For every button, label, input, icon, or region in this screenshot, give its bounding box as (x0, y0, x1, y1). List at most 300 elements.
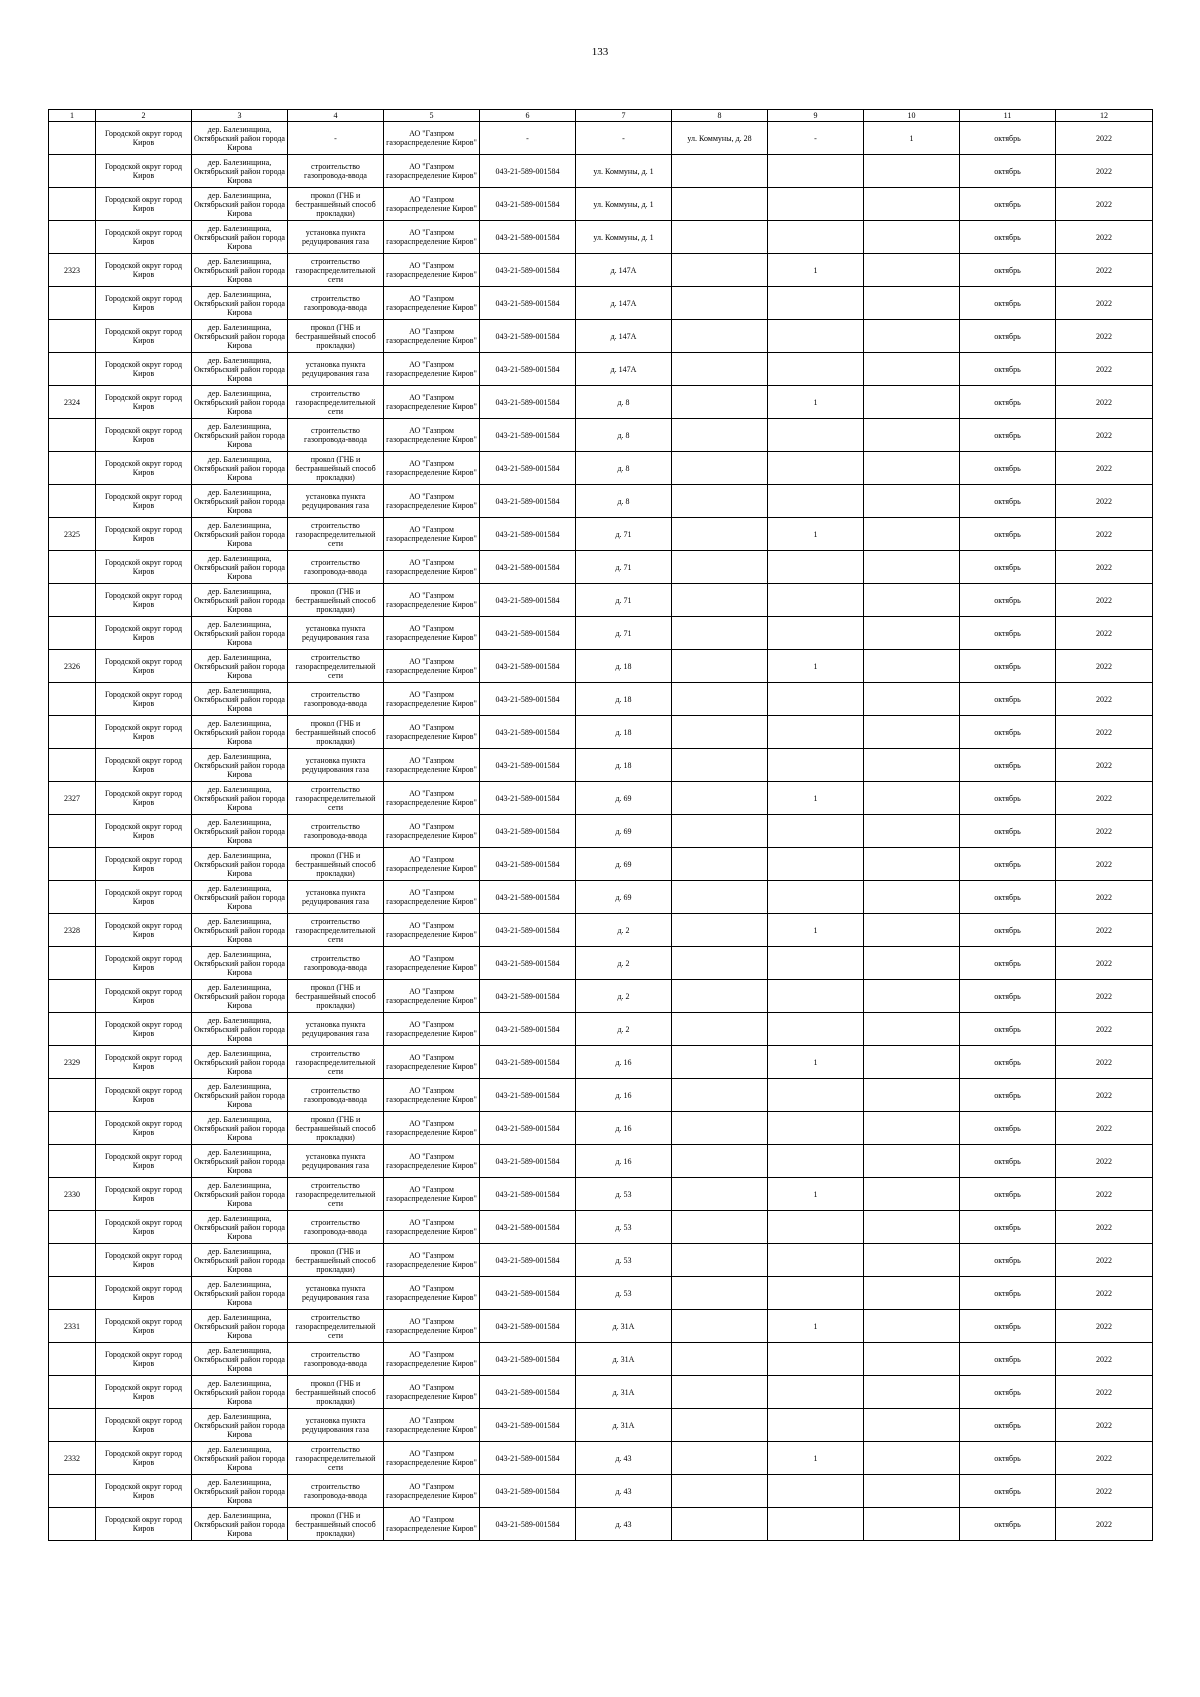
work-type-cell: прокол (ГНБ и бестраншейный способ прокладки) (288, 1112, 384, 1145)
table-row (49, 155, 1153, 188)
registry-number-cell: 043-21-589-001584 (480, 749, 576, 782)
registry-number-cell: 043-21-589-001584 (480, 584, 576, 617)
street-address-cell (672, 650, 768, 683)
table-row (49, 551, 1153, 584)
count-cell: 1 (768, 518, 864, 551)
municipality-cell: Городской округ город Киров (96, 914, 192, 947)
registry-number-cell: 043-21-589-001584 (480, 320, 576, 353)
quantity-cell (864, 848, 960, 881)
quantity-cell (864, 1310, 960, 1343)
quantity-cell (864, 1112, 960, 1145)
organization-cell: АО "Газпром газораспределение Киров" (384, 518, 480, 551)
street-address-cell (672, 485, 768, 518)
settlement-cell: дер. Балезинщина, Октябрьский район города Кирова (192, 980, 288, 1013)
municipality-cell: Городской округ город Киров (96, 1409, 192, 1442)
address-cell: д. 53 (576, 1244, 672, 1277)
organization-cell: АО "Газпром газораспределение Киров" (384, 1178, 480, 1211)
street-address-cell (672, 1508, 768, 1541)
column-number: 10 (864, 110, 960, 122)
settlement-cell: дер. Балезинщина, Октябрьский район города Кирова (192, 1409, 288, 1442)
year-cell: 2022 (1056, 650, 1153, 683)
settlement-cell: дер. Балезинщина, Октябрьский район города Кирова (192, 386, 288, 419)
month-cell: октябрь (960, 485, 1056, 518)
year-cell: 2022 (1056, 518, 1153, 551)
municipality-cell: Городской округ город Киров (96, 518, 192, 551)
year-cell: 2022 (1056, 683, 1153, 716)
organization-cell: АО "Газпром газораспределение Киров" (384, 716, 480, 749)
count-cell (768, 1211, 864, 1244)
row-number (49, 122, 96, 155)
street-address-cell (672, 749, 768, 782)
month-cell: октябрь (960, 122, 1056, 155)
quantity-cell (864, 155, 960, 188)
organization-cell: АО "Газпром газораспределение Киров" (384, 551, 480, 584)
count-cell (768, 353, 864, 386)
street-address-cell (672, 584, 768, 617)
organization-cell: АО "Газпром газораспределение Киров" (384, 1079, 480, 1112)
address-cell: д. 71 (576, 518, 672, 551)
quantity-cell (864, 188, 960, 221)
month-cell: октябрь (960, 1310, 1056, 1343)
year-cell: 2022 (1056, 1112, 1153, 1145)
quantity-cell (864, 1178, 960, 1211)
organization-cell: АО "Газпром газораспределение Киров" (384, 155, 480, 188)
work-type-cell: строительство газопровода-ввода (288, 683, 384, 716)
organization-cell: АО "Газпром газораспределение Киров" (384, 1508, 480, 1541)
row-number: 2328 (49, 914, 96, 947)
settlement-cell: дер. Балезинщина, Октябрьский район города Кирова (192, 221, 288, 254)
municipality-cell: Городской округ город Киров (96, 485, 192, 518)
organization-cell: АО "Газпром газораспределение Киров" (384, 848, 480, 881)
year-cell: 2022 (1056, 881, 1153, 914)
street-address-cell (672, 1409, 768, 1442)
month-cell: октябрь (960, 584, 1056, 617)
municipality-cell: Городской округ город Киров (96, 1013, 192, 1046)
organization-cell: АО "Газпром газораспределение Киров" (384, 122, 480, 155)
quantity-cell (864, 716, 960, 749)
organization-cell: АО "Газпром газораспределение Киров" (384, 386, 480, 419)
municipality-cell: Городской округ город Киров (96, 1211, 192, 1244)
column-number: 4 (288, 110, 384, 122)
settlement-cell: дер. Балезинщина, Октябрьский район города Кирова (192, 815, 288, 848)
registry-number-cell: 043-21-589-001584 (480, 1343, 576, 1376)
street-address-cell (672, 386, 768, 419)
table-row (49, 1343, 1153, 1376)
address-cell: д. 43 (576, 1442, 672, 1475)
work-type-cell: прокол (ГНБ и бестраншейный способ прокладки) (288, 716, 384, 749)
count-cell (768, 485, 864, 518)
settlement-cell: дер. Балезинщина, Октябрьский район города Кирова (192, 1013, 288, 1046)
row-number (49, 1475, 96, 1508)
settlement-cell: дер. Балезинщина, Октябрьский район города Кирова (192, 947, 288, 980)
address-cell: д. 43 (576, 1475, 672, 1508)
organization-cell: АО "Газпром газораспределение Киров" (384, 287, 480, 320)
street-address-cell (672, 1013, 768, 1046)
registry-number-cell: 043-21-589-001584 (480, 914, 576, 947)
year-cell: 2022 (1056, 485, 1153, 518)
work-type-cell: строительство газопровода-ввода (288, 947, 384, 980)
quantity-cell (864, 782, 960, 815)
row-number (49, 848, 96, 881)
street-address-cell (672, 881, 768, 914)
street-address-cell (672, 1475, 768, 1508)
municipality-cell: Городской округ город Киров (96, 1475, 192, 1508)
month-cell: октябрь (960, 650, 1056, 683)
organization-cell: АО "Газпром газораспределение Киров" (384, 980, 480, 1013)
year-cell: 2022 (1056, 815, 1153, 848)
street-address-cell (672, 254, 768, 287)
work-type-cell: установка пункта редуцирования газа (288, 485, 384, 518)
address-cell: д. 69 (576, 782, 672, 815)
table-row (49, 419, 1153, 452)
settlement-cell: дер. Балезинщина, Октябрьский район города Кирова (192, 848, 288, 881)
municipality-cell: Городской округ город Киров (96, 650, 192, 683)
street-address-cell (672, 1277, 768, 1310)
organization-cell: АО "Газпром газораспределение Киров" (384, 1310, 480, 1343)
municipality-cell: Городской округ город Киров (96, 815, 192, 848)
organization-cell: АО "Газпром газораспределение Киров" (384, 419, 480, 452)
address-cell: д. 71 (576, 584, 672, 617)
organization-cell: АО "Газпром газораспределение Киров" (384, 485, 480, 518)
registry-number-cell: 043-21-589-001584 (480, 1145, 576, 1178)
year-cell: 2022 (1056, 947, 1153, 980)
quantity-cell (864, 1376, 960, 1409)
table-row (49, 452, 1153, 485)
municipality-cell: Городской округ город Киров (96, 1442, 192, 1475)
work-type-cell: строительство газопровода-ввода (288, 155, 384, 188)
table-row (49, 683, 1153, 716)
quantity-cell (864, 485, 960, 518)
address-cell: д. 71 (576, 617, 672, 650)
address-cell: д. 53 (576, 1277, 672, 1310)
table-row (49, 386, 1153, 419)
work-type-cell: прокол (ГНБ и бестраншейный способ прокладки) (288, 1244, 384, 1277)
organization-cell: АО "Газпром газораспределение Киров" (384, 617, 480, 650)
organization-cell: АО "Газпром газораспределение Киров" (384, 1145, 480, 1178)
quantity-cell (864, 221, 960, 254)
row-number (49, 419, 96, 452)
count-cell (768, 617, 864, 650)
table-row (49, 518, 1153, 551)
address-cell: д. 69 (576, 815, 672, 848)
year-cell: 2022 (1056, 1211, 1153, 1244)
registry-number-cell: 043-21-589-001584 (480, 353, 576, 386)
table-row (49, 1409, 1153, 1442)
month-cell: октябрь (960, 782, 1056, 815)
settlement-cell: дер. Балезинщина, Октябрьский район города Кирова (192, 881, 288, 914)
street-address-cell (672, 551, 768, 584)
month-cell: октябрь (960, 155, 1056, 188)
column-number: 2 (96, 110, 192, 122)
year-cell: 2022 (1056, 551, 1153, 584)
work-type-cell: установка пункта редуцирования газа (288, 353, 384, 386)
row-number (49, 683, 96, 716)
year-cell: 2022 (1056, 1277, 1153, 1310)
page-number: 133 (591, 46, 609, 58)
street-address-cell (672, 1178, 768, 1211)
count-cell (768, 1343, 864, 1376)
address-cell: д. 8 (576, 485, 672, 518)
count-cell (768, 551, 864, 584)
table-row (49, 980, 1153, 1013)
address-cell: д. 16 (576, 1079, 672, 1112)
settlement-cell: дер. Балезинщина, Октябрьский район города Кирова (192, 320, 288, 353)
work-type-cell: строительство газопровода-ввода (288, 287, 384, 320)
address-cell: д. 53 (576, 1211, 672, 1244)
work-type-cell: прокол (ГНБ и бестраншейный способ прокладки) (288, 320, 384, 353)
municipality-cell: Городской округ город Киров (96, 1178, 192, 1211)
registry-number-cell: 043-21-589-001584 (480, 1013, 576, 1046)
settlement-cell: дер. Балезинщина, Октябрьский район города Кирова (192, 617, 288, 650)
municipality-cell: Городской округ город Киров (96, 980, 192, 1013)
year-cell: 2022 (1056, 287, 1153, 320)
settlement-cell: дер. Балезинщина, Октябрьский район города Кирова (192, 452, 288, 485)
count-cell (768, 221, 864, 254)
month-cell: октябрь (960, 1442, 1056, 1475)
organization-cell: АО "Газпром газораспределение Киров" (384, 683, 480, 716)
registry-number-cell: 043-21-589-001584 (480, 782, 576, 815)
table-row (49, 254, 1153, 287)
registry-number-cell: 043-21-589-001584 (480, 155, 576, 188)
street-address-cell (672, 947, 768, 980)
address-cell: ул. Коммуны, д. 1 (576, 188, 672, 221)
count-cell (768, 452, 864, 485)
street-address-cell (672, 617, 768, 650)
month-cell: октябрь (960, 683, 1056, 716)
month-cell: октябрь (960, 1211, 1056, 1244)
registry-number-cell: 043-21-589-001584 (480, 254, 576, 287)
month-cell: октябрь (960, 1013, 1056, 1046)
street-address-cell (672, 1112, 768, 1145)
settlement-cell: дер. Балезинщина, Октябрьский район города Кирова (192, 782, 288, 815)
table-row (49, 1079, 1153, 1112)
table-row (49, 914, 1153, 947)
work-type-cell: строительство газопровода-ввода (288, 1343, 384, 1376)
address-cell: д. 16 (576, 1145, 672, 1178)
work-type-cell: строительство газопровода-ввода (288, 419, 384, 452)
year-cell: 2022 (1056, 749, 1153, 782)
month-cell: октябрь (960, 1178, 1056, 1211)
municipality-cell: Городской округ город Киров (96, 749, 192, 782)
municipality-cell: Городской округ город Киров (96, 221, 192, 254)
municipality-cell: Городской округ город Киров (96, 1376, 192, 1409)
address-cell: д. 69 (576, 848, 672, 881)
settlement-cell: дер. Балезинщина, Октябрьский район города Кирова (192, 188, 288, 221)
count-cell (768, 287, 864, 320)
column-number: 7 (576, 110, 672, 122)
table-row (49, 848, 1153, 881)
street-address-cell (672, 1046, 768, 1079)
table-row (49, 1046, 1153, 1079)
street-address-cell (672, 848, 768, 881)
table-row (49, 584, 1153, 617)
municipality-cell: Городской округ город Киров (96, 452, 192, 485)
month-cell: октябрь (960, 815, 1056, 848)
settlement-cell: дер. Балезинщина, Октябрьский район города Кирова (192, 683, 288, 716)
row-number (49, 287, 96, 320)
organization-cell: АО "Газпром газораспределение Киров" (384, 1112, 480, 1145)
count-cell (768, 1244, 864, 1277)
column-number: 11 (960, 110, 1056, 122)
settlement-cell: дер. Балезинщина, Октябрьский район города Кирова (192, 1475, 288, 1508)
street-address-cell (672, 815, 768, 848)
year-cell: 2022 (1056, 716, 1153, 749)
settlement-cell: дер. Балезинщина, Октябрьский район города Кирова (192, 1211, 288, 1244)
table-row (49, 353, 1153, 386)
quantity-cell (864, 1211, 960, 1244)
address-cell: д. 2 (576, 980, 672, 1013)
quantity-cell (864, 1508, 960, 1541)
street-address-cell (672, 320, 768, 353)
settlement-cell: дер. Балезинщина, Октябрьский район города Кирова (192, 155, 288, 188)
row-number (49, 1244, 96, 1277)
municipality-cell: Городской округ город Киров (96, 848, 192, 881)
organization-cell: АО "Газпром газораспределение Киров" (384, 650, 480, 683)
registry-number-cell: 043-21-589-001584 (480, 1244, 576, 1277)
year-cell: 2022 (1056, 1244, 1153, 1277)
address-cell: д. 147А (576, 320, 672, 353)
organization-cell: АО "Газпром газораспределение Киров" (384, 254, 480, 287)
street-address-cell (672, 1079, 768, 1112)
row-number (49, 584, 96, 617)
organization-cell: АО "Газпром газораспределение Киров" (384, 1376, 480, 1409)
organization-cell: АО "Газпром газораспределение Киров" (384, 1211, 480, 1244)
street-address-cell (672, 1376, 768, 1409)
work-type-cell: строительство газораспределительной сети (288, 386, 384, 419)
settlement-cell: дер. Балезинщина, Октябрьский район города Кирова (192, 1244, 288, 1277)
year-cell: 2022 (1056, 1409, 1153, 1442)
column-number: 1 (49, 110, 96, 122)
quantity-cell (864, 1475, 960, 1508)
count-cell (768, 1475, 864, 1508)
quantity-cell (864, 353, 960, 386)
row-number (49, 452, 96, 485)
year-cell: 2022 (1056, 617, 1153, 650)
municipality-cell: Городской округ город Киров (96, 1508, 192, 1541)
month-cell: октябрь (960, 320, 1056, 353)
organization-cell: АО "Газпром газораспределение Киров" (384, 1046, 480, 1079)
address-cell: д. 53 (576, 1178, 672, 1211)
year-cell: 2022 (1056, 1013, 1153, 1046)
settlement-cell: дер. Балезинщина, Октябрьский район города Кирова (192, 254, 288, 287)
month-cell: октябрь (960, 452, 1056, 485)
registry-number-cell: 043-21-589-001584 (480, 1277, 576, 1310)
count-cell (768, 980, 864, 1013)
work-type-cell: строительство газопровода-ввода (288, 551, 384, 584)
count-cell (768, 320, 864, 353)
organization-cell: АО "Газпром газораспределение Киров" (384, 221, 480, 254)
column-number: 12 (1056, 110, 1153, 122)
municipality-cell: Городской округ город Киров (96, 386, 192, 419)
year-cell: 2022 (1056, 584, 1153, 617)
organization-cell: АО "Газпром газораспределение Киров" (384, 1277, 480, 1310)
address-cell: д. 16 (576, 1046, 672, 1079)
table-row (49, 1376, 1153, 1409)
year-cell: 2022 (1056, 1178, 1153, 1211)
registry-number-cell: 043-21-589-001584 (480, 716, 576, 749)
address-cell: д. 147А (576, 254, 672, 287)
quantity-cell (864, 1145, 960, 1178)
settlement-cell: дер. Балезинщина, Октябрьский район города Кирова (192, 1343, 288, 1376)
count-cell (768, 749, 864, 782)
count-cell: 1 (768, 254, 864, 287)
count-cell (768, 716, 864, 749)
month-cell: октябрь (960, 1343, 1056, 1376)
municipality-cell: Городской округ город Киров (96, 1079, 192, 1112)
row-number (49, 1079, 96, 1112)
row-number (49, 1277, 96, 1310)
count-cell: 1 (768, 386, 864, 419)
month-cell: октябрь (960, 848, 1056, 881)
row-number (49, 881, 96, 914)
row-number (49, 551, 96, 584)
row-number (49, 1145, 96, 1178)
work-type-cell: установка пункта редуцирования газа (288, 1145, 384, 1178)
row-number (49, 1409, 96, 1442)
month-cell: октябрь (960, 254, 1056, 287)
registry-number-cell: 043-21-589-001584 (480, 188, 576, 221)
registry-number-cell: 043-21-589-001584 (480, 386, 576, 419)
month-cell: октябрь (960, 914, 1056, 947)
table-row (49, 749, 1153, 782)
table-row (49, 287, 1153, 320)
address-cell: д. 2 (576, 947, 672, 980)
municipality-cell: Городской округ город Киров (96, 419, 192, 452)
municipality-cell: Городской округ город Киров (96, 584, 192, 617)
table-row (49, 1277, 1153, 1310)
address-cell: д. 18 (576, 683, 672, 716)
row-number (49, 320, 96, 353)
count-cell (768, 947, 864, 980)
quantity-cell (864, 1079, 960, 1112)
quantity-cell (864, 320, 960, 353)
street-address-cell (672, 353, 768, 386)
settlement-cell: дер. Балезинщина, Октябрьский район города Кирова (192, 716, 288, 749)
year-cell: 2022 (1056, 1310, 1153, 1343)
quantity-cell (864, 650, 960, 683)
settlement-cell: дер. Балезинщина, Октябрьский район города Кирова (192, 914, 288, 947)
settlement-cell: дер. Балезинщина, Октябрьский район города Кирова (192, 1079, 288, 1112)
table-row (49, 947, 1153, 980)
registry-number-cell: 043-21-589-001584 (480, 617, 576, 650)
year-cell: 2022 (1056, 254, 1153, 287)
count-cell (768, 419, 864, 452)
month-cell: октябрь (960, 1079, 1056, 1112)
year-cell: 2022 (1056, 980, 1153, 1013)
year-cell: 2022 (1056, 782, 1153, 815)
organization-cell: АО "Газпром газораспределение Киров" (384, 452, 480, 485)
work-type-cell: строительство газораспределительной сети (288, 1310, 384, 1343)
row-number (49, 188, 96, 221)
month-cell: октябрь (960, 1376, 1056, 1409)
street-address-cell (672, 419, 768, 452)
quantity-cell (864, 551, 960, 584)
address-cell: д. 18 (576, 716, 672, 749)
organization-cell: АО "Газпром газораспределение Киров" (384, 815, 480, 848)
settlement-cell: дер. Балезинщина, Октябрьский район города Кирова (192, 419, 288, 452)
settlement-cell: дер. Балезинщина, Октябрьский район города Кирова (192, 1046, 288, 1079)
registry-number-cell: 043-21-589-001584 (480, 1442, 576, 1475)
row-number: 2326 (49, 650, 96, 683)
year-cell: 2022 (1056, 122, 1153, 155)
table-row (49, 1145, 1153, 1178)
registry-number-cell: 043-21-589-001584 (480, 1409, 576, 1442)
municipality-cell: Городской округ город Киров (96, 716, 192, 749)
table-row (49, 221, 1153, 254)
settlement-cell: дер. Балезинщина, Октябрьский район города Кирова (192, 287, 288, 320)
quantity-cell (864, 881, 960, 914)
registry-number-cell: 043-21-589-001584 (480, 1178, 576, 1211)
